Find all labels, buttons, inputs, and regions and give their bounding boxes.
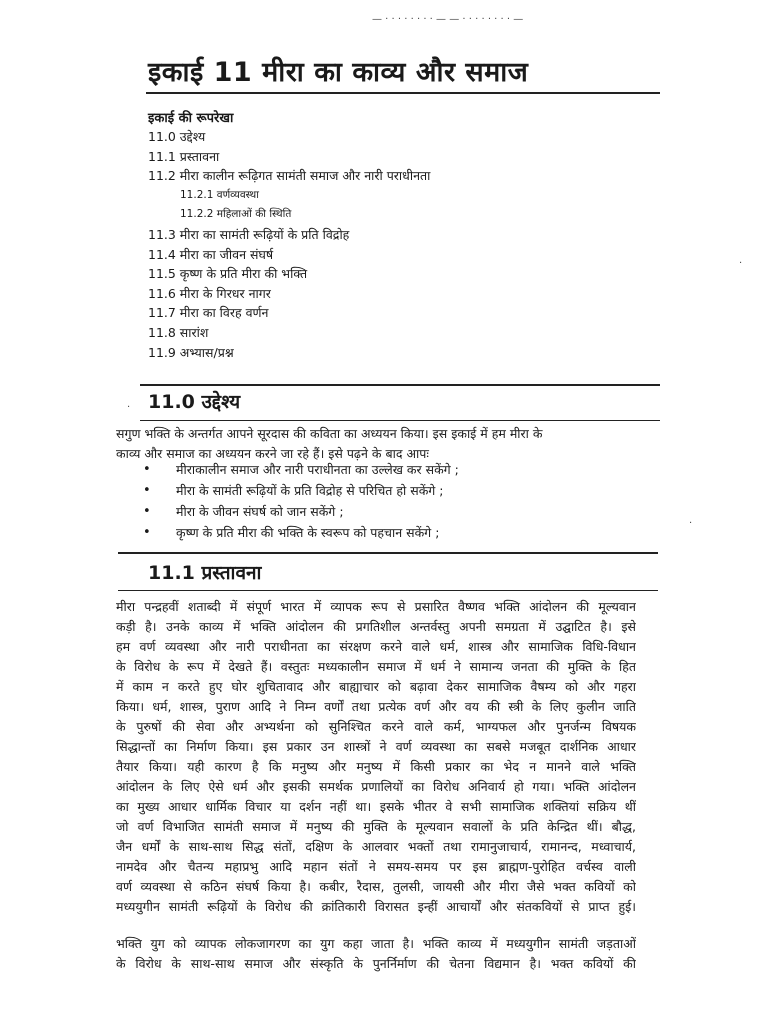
bullet-item: [140, 522, 560, 543]
outline-item: 11.2 मीरा कालीन रूढ़िगत सामंती समाज और नारी पराधीनता: [148, 168, 431, 184]
text-line: आंदोलन के लिए ऐसे धर्म और इसकी समर्थक प्रणालियों का विरोध अनिवार्य हो गया। भक्ति आंदोलन: [116, 779, 636, 794]
text-line: सगुण भक्ति के अन्तर्गत आपने सूरदास की कविता का अध्ययन किया। इस इकाई में हम मीरा के: [116, 426, 543, 441]
bullet-item: [140, 459, 560, 480]
text-line: मीरा पन्द्रहवीं शताब्दी में संपूर्ण भारत में व्यापक रूप से प्रसारित वैष्णव भक्ति आंदोलन की मूल्यवान: [116, 599, 636, 614]
text-line: जो वर्ण विभाजित सामंती समाज में मनुष्य की मुक्ति के मूल्यवान सवालों के प्रति केन्द्रित थीं। बौद्ध,: [116, 819, 636, 834]
outline-list: [148, 127, 628, 362]
bullet-icon: •: [143, 483, 151, 498]
section-rule-top: [140, 384, 660, 386]
outline-item: 11.3 मीरा का सामंती रूढ़ियों के प्रति विद्रोह: [148, 226, 350, 242]
outline-subitem: 11.2.2 महिलाओं की स्थिति: [180, 208, 292, 221]
bullet-item: [140, 501, 560, 522]
outline-item: 11.8 सारांश: [148, 324, 209, 340]
bullet-icon: •: [143, 525, 151, 540]
text-line: सिद्धान्तों का निर्माण किया। इस प्रकार उन शास्त्रों ने वर्ण व्यवस्था का सबसे मजबूत दार्शनिक आधार: [116, 739, 636, 754]
text-line: तैयार किया। यही कारण है कि मनुष्य और मनुष्य में किसी प्रकार का भेद न मानने वाले भक्ति: [116, 759, 636, 774]
text-line: कड़ी है। उनके काव्य में भक्ति आंदोलन की प्रगतिशील अन्तर्वस्तु अपनी समग्रता में उद्घाटित है। इसे: [116, 619, 636, 634]
section-rule-bottom: [140, 420, 660, 421]
text-line: मध्ययुगीन सामंती रूढ़ियों के विरोध की क्रांतिकारी विरासत इन्हीं आचार्यों और संतकवियों से प्राप्त हुई।: [116, 899, 636, 914]
section-title-introduction: 11.1 प्रस्तावना: [148, 562, 262, 584]
text-line: में काम न करते हुए घोर शुचितावाद और बाह्याचार को बढ़ावा देकर सामाजिक वैषम्य को और गहरा: [116, 679, 636, 694]
bullet-text: मीरा के सामंती रूढ़ियों के प्रति विद्रोह से परिचित हो सकेंगे ;: [176, 483, 444, 498]
text-line: भक्ति युग को व्यापक लोकजागरण का युग कहा जाता है। भक्ति काव्य में मध्ययुगीन सामंती जड़ताओं: [116, 936, 636, 951]
scan-mark: — · · · · · · · · — — · · · · · · · · —: [372, 14, 524, 25]
text-line: काव्य और समाज का अध्ययन करने जा रहे हैं। इसे पढ़ने के बाद आपः: [116, 446, 429, 461]
outline-item: 11.6 मीरा के गिरधर नागर: [148, 285, 271, 301]
outline-item: 11.1 प्रस्तावना: [148, 148, 220, 164]
scan-mark: ·: [689, 518, 693, 529]
outline-item: 11.7 मीरा का विरह वर्णन: [148, 305, 269, 321]
text-line: का मुख्य आधार धार्मिक विचार या दर्शन नहीं था। इसके भीतर वे सभी सामाजिक शक्तियां सक्रिय थीं: [116, 799, 636, 814]
unit-title: इकाई 11 मीरा का काव्य और समाज: [148, 57, 529, 88]
bullet-item: [140, 480, 560, 501]
text-line: हम वर्ण व्यवस्था और नारी पराधीनता का संरक्षण करने वाले धर्म, शास्त्र और सामाजिक विधि-विधान: [116, 639, 636, 654]
introduction-paragraph-1: [116, 597, 636, 917]
scan-mark: ·: [739, 258, 743, 269]
text-line: जैन धर्मों के साथ-साथ सिद्ध संतों, दक्षिण के आलवार भक्तों तथा रामानुजाचार्य, रामानन्द, मध्वाचार्य,: [116, 839, 636, 854]
objectives-intro: [116, 424, 636, 464]
bullet-icon: •: [143, 462, 151, 477]
objectives-list: [140, 459, 560, 543]
bullet-text: कृष्ण के प्रति मीरा की भक्ति के स्वरूप को पहचान सकेंगे ;: [176, 525, 440, 540]
title-rule: [146, 92, 660, 94]
text-line: के पुरुषों की सेवा और अभ्यर्थना को सुनिश्चित करने वाले कर्म, भाग्यफल और पुनर्जन्म विषयक: [116, 719, 636, 734]
outline-item: 11.0 उद्देश्य: [148, 129, 206, 144]
section-rule-bottom: [118, 590, 658, 591]
section-title-objectives: 11.0 उद्देश्य: [148, 391, 241, 413]
outline-item: 11.9 अभ्यास/प्रश्न: [148, 344, 234, 360]
outline-heading: इकाई की रूपरेखा: [148, 111, 234, 126]
text-line: के विरोध के रूप में देखते हैं। वस्तुतः मध्यकालीन समाज में धर्म ने सामान्य जनता की मुक्ति के हित: [116, 659, 636, 674]
text-line: किया। धर्म, शास्त्र, पुराण आदि ने निम्न वर्णों तथा प्रत्येक वर्ण और वय की स्त्री के लिए कुलीन जाति: [116, 699, 636, 714]
text-line: नामदेव और चैतन्य महाप्रभु आदि महान संतों ने समय-समय पर इस ब्राह्मण-पुरोहित वर्चस्व वाली: [116, 859, 636, 874]
bullet-icon: •: [143, 504, 151, 519]
scan-mark: ·: [127, 402, 131, 413]
bullet-text: मीरा के जीवन संघर्ष को जान सकेंगे ;: [176, 504, 344, 519]
bullet-text: मीराकालीन समाज और नारी पराधीनता का उल्लेख कर सकेंगे ;: [176, 462, 459, 477]
outline-item: 11.5 कृष्ण के प्रति मीरा की भक्ति: [148, 266, 308, 282]
outline-subitem: 11.2.1 वर्णव्यवस्था: [180, 188, 259, 201]
section-rule-top: [118, 552, 658, 554]
text-line: के विरोध के साथ-साथ समाज और संस्कृति के पुनर्निर्माण की चेतना विद्यमान है। भक्त कवियों की: [116, 956, 636, 971]
outline-item: 11.4 मीरा का जीवन संघर्ष: [148, 246, 274, 262]
text-line: वर्ण व्यवस्था से कठिन संघर्ष किया है। कबीर, रैदास, तुलसी, जायसी और मीरा जैसे भक्त कवियों को: [116, 879, 636, 894]
introduction-paragraph-2: [116, 934, 636, 974]
